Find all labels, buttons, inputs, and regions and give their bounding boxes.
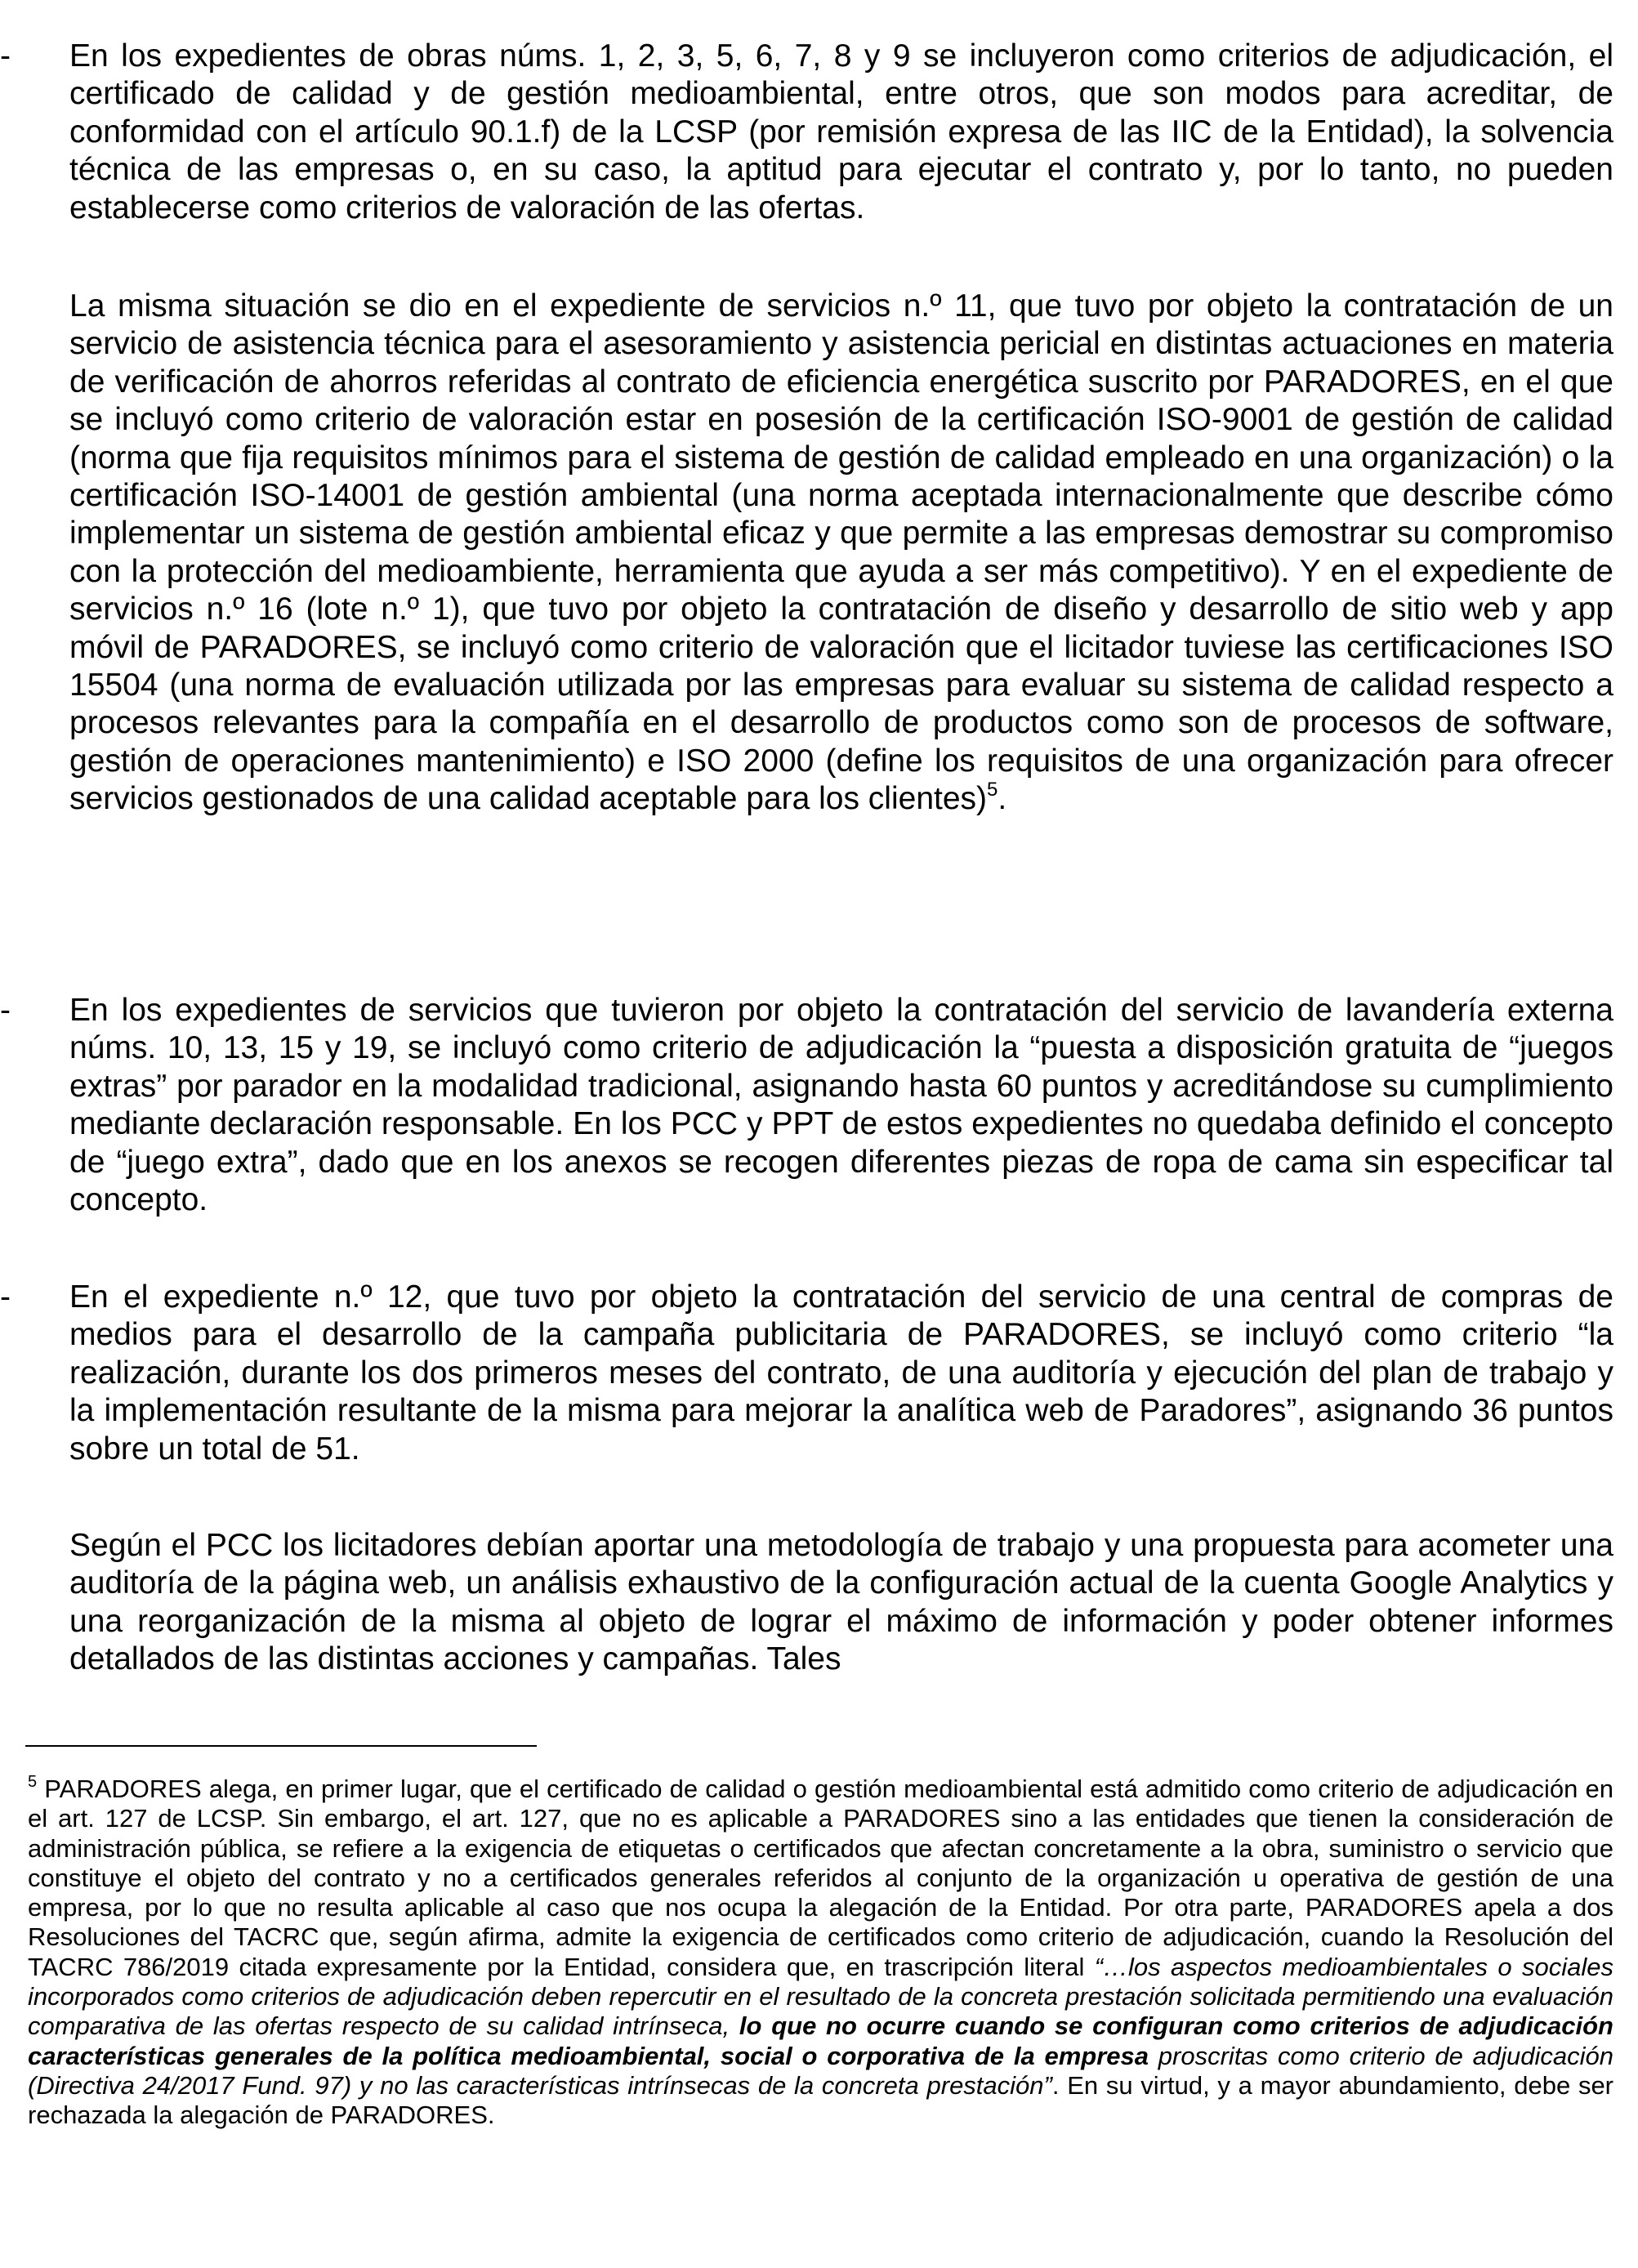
paragraph-text: Según el PCC los licitadores debían aportar una metodología de trabajo y una propuesta para acometer una auditoría de la página web, un análisis exhaustivo de la configuración actual de la cuenta Google Analytics y una reorganización de la misma al objeto de lograr el máximo de información y poder obtener informes detallados de las distintas acciones y campañas. Tales (69, 1528, 1613, 1677)
paragraph-end: . (998, 781, 1007, 817)
footnote (28, 1772, 1614, 2131)
list-item (0, 1279, 1613, 1468)
list-bullet: - (0, 993, 11, 1028)
footnote-number: 5 (28, 1772, 38, 1791)
footnote-quote: “…los aspectos medioambientales o sociales incorporados como criterios de adjudicación deben repercutir en el resultado de la concreta prestación solicitada permitiendo una evaluación comparativa de las ofertas respecto de su calidad intrínseca, (28, 1952, 1613, 2041)
footnote-conclusion: . En su virtud, y a mayor abundamiento, debe ser rechazada la alegación de PARADORES. (28, 2070, 1614, 2130)
list-item (0, 38, 1613, 227)
footnote-quote-end: proscritas como criterio de adjudicación (Directiva 24/2017 Fund. 97) y no las características intrínsecas de la concreta prestación” (28, 2041, 1613, 2100)
list-bullet: - (0, 38, 11, 74)
footnote-separator (25, 1745, 537, 1747)
paragraph-text: La misma situación se dio en el expediente de servicios n.º 11, que tuvo por objeto la contratación de un servicio de asistencia técnica para el asesoramiento y asistencia pericial en distintas actuaciones en materia de verificación de ahorros referidas al contrato de eficiencia energética suscrito por PARADORES, en el que se incluyó como criterio de valoración estar en posesión de la certificación ISO-9001 de gestión de calidad (norma que fija requisitos mínimos para el sistema de gestión de calidad empleado en una organización) o la certificación ISO-14001 de gestión ambiental (una norma aceptada internacionalmente que describe cómo implementar un sistema de gestión ambiental eficaz y que permite a las empresas demostrar su compromiso con la protección del medioambiente, herramienta que ayuda a ser más competitivo). Y en el expediente de servicios n.º 16 (lote n.º 1), que tuvo por objeto la contratación de diseño y desarrollo de sitio web y app móvil de PARADORES, se incluyó como criterio de valoración que el licitador tuviese las certificaciones ISO 15504 (una norma de evaluación utilizada por las empresas para evaluar su sistema de calidad respecto a procesos relevantes para la compañía en el desarrollo de productos como son de procesos de software, gestión de operaciones mantenimiento) e ISO 2000 (define los requisitos de una organización para ofrecer servicios gestionados de una calidad aceptable para los clientes) (69, 288, 1613, 817)
footnote-text: PARADORES alega, en primer lugar, que el certificado de calidad o gestión medioambiental está admitido como criterio de adjudicación en el art. 127 de LCSP. Sin embargo, el art. 127, que no es aplicable a PARADORES sino a las entidades que tienen la consideración de administración pública, se refiere a la exigencia de etiquetas o certificados que afectan concretamente a la obra, suministro o servicio que constituye el objeto del contrato y no a certificados generales referidos al conjunto de la organización u operativa de gestión de una empresa, por lo que no resulta aplicable al caso que nos ocupa la alegación de la Entidad. Por otra parte, PARADORES apela a dos Resoluciones del TACRC que, según afirma, admite la exigencia de certificados como criterio de adjudicación, cuando la Resolución del TACRC 786/2019 citada expresamente por la Entidad, considera que, en trascripción literal (28, 1775, 1613, 1981)
list-item-text: En el expediente n.º 12, que tuvo por objeto la contratación del servicio de una central de compras de medios para el desarrollo de la campaña publicitaria de PARADORES, se incluyó como criterio “la realización, durante los dos primeros meses del contrato, de una auditoría y ejecución del plan de trabajo y la implementación resultante de la misma para mejorar la analítica web de Paradores”, asignando 36 puntos sobre un total de 51. (69, 1279, 1613, 1467)
paragraph (69, 1527, 1613, 1679)
list-item-text: En los expedientes de obras núms. 1, 2, 3, 5, 6, 7, 8 y 9 se incluyeron como criterios de adjudicación, el certificado de calidad y de gestión medioambiental, entre otros, que son modos para acreditar, de conformidad con el artículo 90.1.f) de la LCSP (por remisión expresa de las IIC de la Entidad), la solvencia técnica de las empresas o, en su caso, la aptitud para ejecutar el contrato y, por lo tanto, no pueden establecerse como criterios de valoración de las ofertas. (69, 38, 1613, 225)
list-item-text: En los expedientes de servicios que tuvieron por objeto la contratación del servicio de lavandería externa núms. 10, 13, 15 y 19, se incluyó como criterio de adjudicación la “puesta a disposición gratuita de “juegos extras” por parador en la modalidad tradicional, asignando hasta 60 puntos y acreditándose su cumplimiento mediante declaración responsable. En los PCC y PPT de estos expedientes no quedaba definido el concepto de “juego extra”, dado que en los anexos se recogen diferentes piezas de ropa de cama sin especificar tal concepto. (69, 993, 1613, 1218)
footnote-reference[interactable]: 5 (987, 779, 998, 801)
footnote-quote-emphasis: lo que no ocurre cuando se configuran como criterios de adjudicación características generales de la política medioambiental, social o corporativa de la empresa (28, 2011, 1613, 2070)
list-item (0, 992, 1613, 1219)
list-bullet: - (0, 1279, 11, 1315)
paragraph (69, 288, 1613, 819)
